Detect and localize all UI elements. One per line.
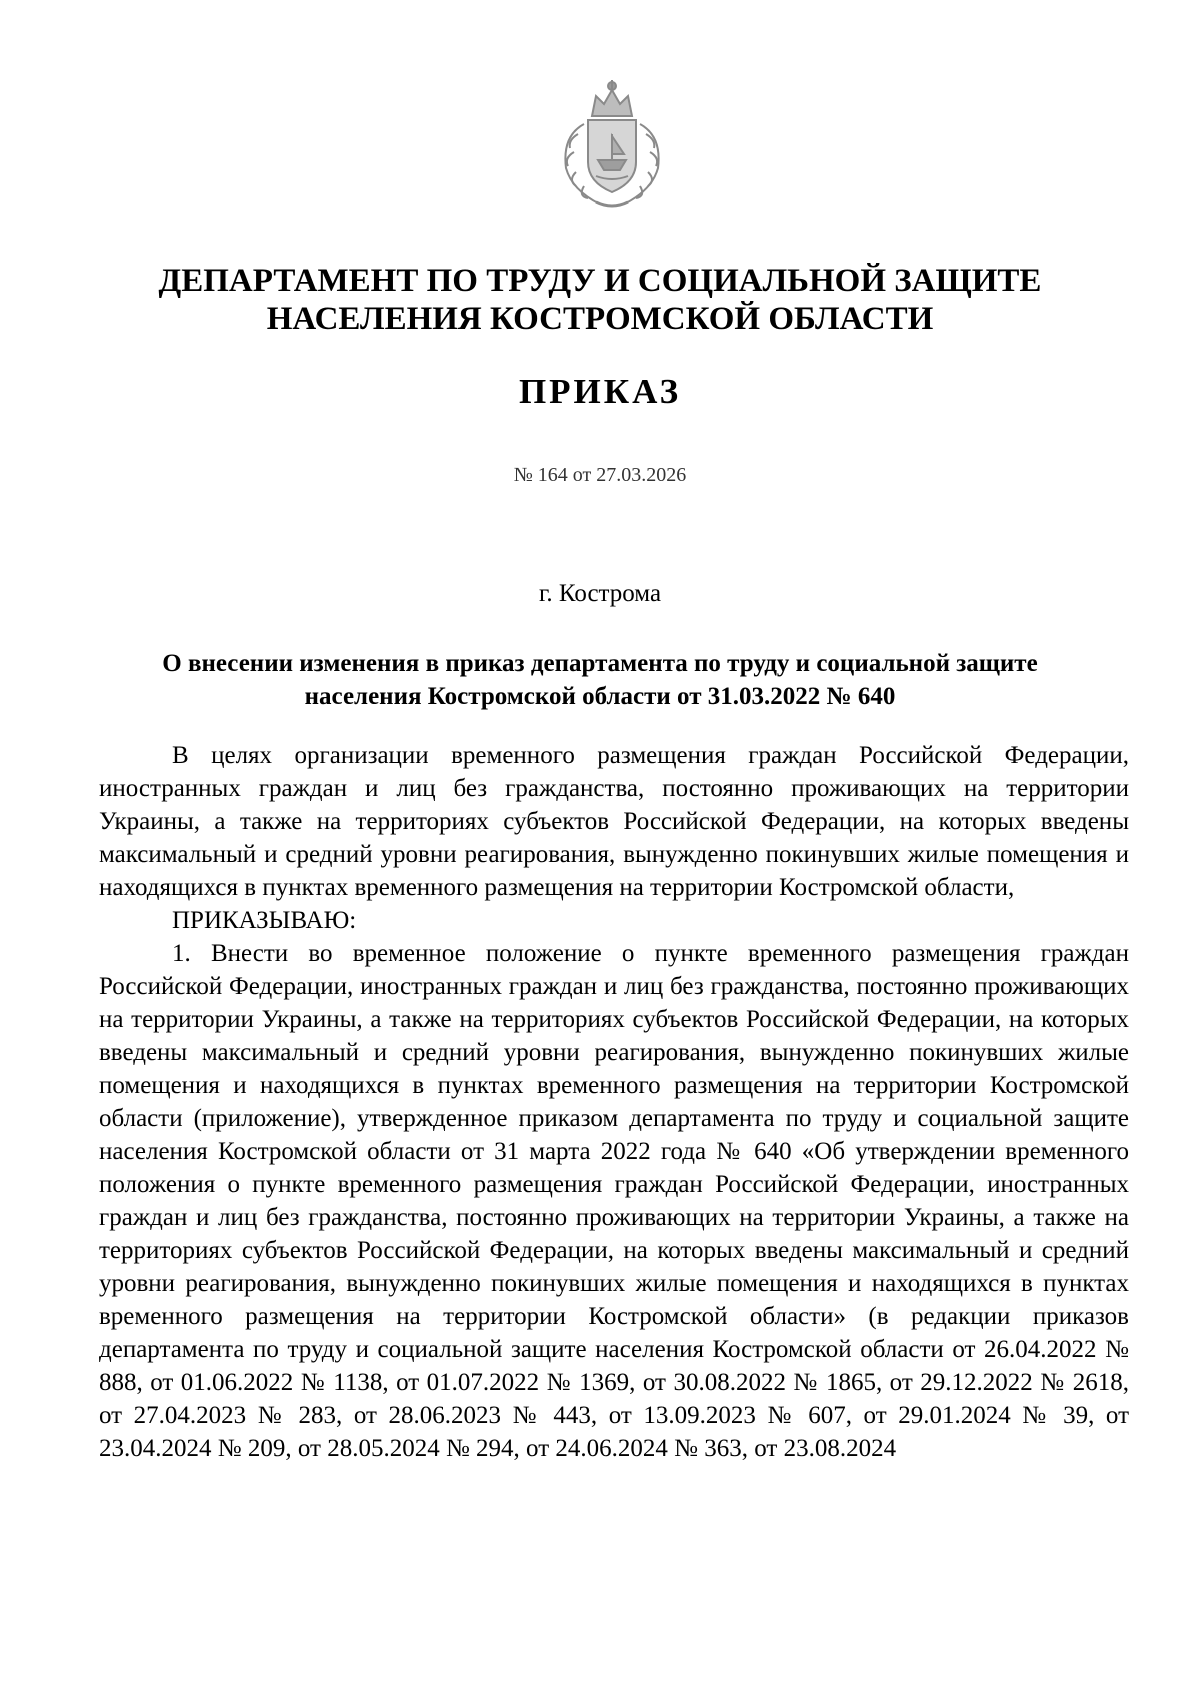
department-line-1: ДЕПАРТАМЕНТ ПО ТРУДУ И СОЦИАЛЬНОЙ ЗАЩИТЕ bbox=[158, 263, 1042, 299]
subject-line-2: населения Костромской области от 31.03.2022 № 640 bbox=[304, 683, 896, 710]
order-subject bbox=[100, 647, 1100, 713]
coat-of-arms-icon bbox=[548, 78, 676, 212]
subject-line-1: О внесении изменения в приказ департамента по труду и социальной защите bbox=[162, 650, 1038, 677]
order-number-date: № 164 от 27.03.2026 bbox=[513, 464, 687, 486]
item-1-paragraph: 1. Внести во временное положение о пункте временного размещения граждан Российской Федерации, иностранных граждан и лиц без гражданства, постоянно проживающих на территории Украины, а также на территориях субъектов Российской Федерации, на которых введены максимальный и средний уровни реагирования, вынужденно покинувших жилые помещения и находящихся в пунктах временного размещения на территории Костромской области (приложение), утвержденное приказом департамента по труду и социальной защите населения Костромской области от 31 марта 2022 года № 640 «Об утверждении временного положения о пункте временного размещения граждан Российской Федерации, иностранных граждан и лиц без гражданства, постоянно проживающих на территории Украины, а также на территориях субъектов Российской Федерации, на которых введены максимальный и средний уровни реагирования, вынужденно покинувших жилые помещения и находящихся в пунктах временного размещения на территории Костромской области» (в редакции приказов департамента по труду и социальной защите населения Костромской области от 26.04.2022 № 888, от 01.06.2022 № 1138, от 01.07.2022 № 1369, от 30.08.2022 № 1865, от 29.12.2022 № 2618, от 27.04.2023 № 283, от 28.06.2023 № 443, от 13.09.2023 № 607, от 29.01.2024 № 39, от 23.04.2024 № 209, от 28.05.2024 № 294, от 24.06.2024 № 363, от 23.08.2024 bbox=[99, 940, 1129, 1462]
city-name: г. Кострома bbox=[538, 580, 662, 607]
department-line-2: НАСЕЛЕНИЯ КОСТРОМСКОЙ ОБЛАСТИ bbox=[266, 301, 934, 337]
document-type-title: ПРИКАЗ bbox=[518, 372, 682, 411]
preamble-paragraph: В целях организации временного размещения граждан Российской Федерации, иностранных граждан и лиц без гражданства, постоянно проживающих на территории Украины, а также на территориях субъектов Российской Федерации, на которых введены максимальный и средний уровни реагирования, вынужденно покинувших жилые помещения и находящихся в пунктах временного размещения на территории Костромской области, bbox=[99, 742, 1129, 901]
department-name bbox=[100, 262, 1100, 338]
order-word: ПРИКАЗЫВАЮ: bbox=[172, 907, 357, 934]
order-body bbox=[99, 739, 1129, 1465]
